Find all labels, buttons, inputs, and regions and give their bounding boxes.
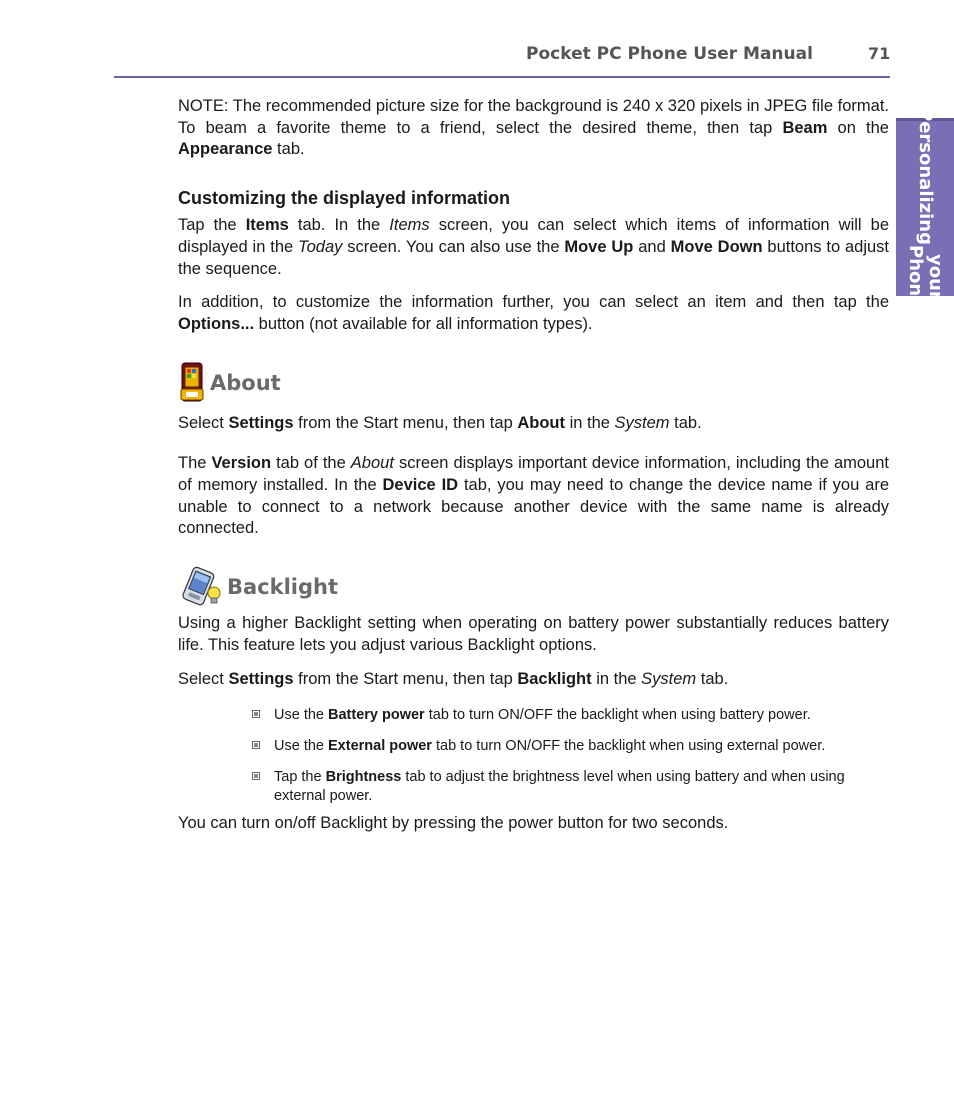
backlight-icon	[178, 565, 224, 609]
note-paragraph: NOTE: The recommended picture size for the background is 240 x 320 pixels in JPEG file format. To beam a favorite theme to a friend, select the desired theme, then tap Beam on the Appearance tab.	[178, 97, 889, 159]
square-bullet-icon	[252, 772, 260, 780]
about-section-header	[178, 361, 889, 405]
backlight-paragraph-3: You can turn on/off Backlight by pressing the power button for two seconds.	[178, 814, 729, 833]
header-rule	[114, 76, 890, 78]
chapter-side-tab[interactable]	[896, 108, 954, 309]
about-paragraph-1: Select Settings from the Start menu, then tap About in the System tab.	[178, 413, 702, 432]
page-number: 71	[868, 44, 891, 63]
list-item: Tap the Brightness tab to adjust the brightness level when using battery and when using external power.	[250, 768, 889, 806]
backlight-paragraph-2: Select Settings from the Start menu, then tap Backlight in the System tab.	[178, 669, 729, 688]
backlight-section-header	[178, 564, 889, 610]
page-content	[178, 96, 889, 835]
backlight-paragraph-1: Using a higher Backlight setting when operating on battery power substantially reduces battery life. This feature lets you adjust various Backlight options.	[178, 614, 889, 654]
chapter-side-tab-label: Personalizing your Phone	[905, 108, 946, 309]
customize-heading: Customizing the displayed information	[178, 188, 511, 209]
pda-device-icon	[178, 362, 208, 404]
backlight-options-list	[178, 706, 889, 806]
list-item: Use the External power tab to turn ON/OFF the backlight when using external power.	[250, 737, 889, 756]
square-bullet-icon	[252, 710, 260, 718]
square-bullet-icon	[252, 741, 260, 749]
backlight-title: Backlight	[227, 575, 339, 600]
customize-paragraph-2: In addition, to customize the information further, you can select an item and then tap the Options... button (not available for all information types).	[178, 293, 889, 333]
list-item: Use the Battery power tab to turn ON/OFF the backlight when using battery power.	[250, 706, 889, 725]
header-title: Pocket PC Phone User Manual	[526, 44, 813, 64]
about-paragraph-2: The Version tab of the About screen displays important device information, including the amount of memory installed. In the Device ID tab, you may need to change the device name if you are unable to connect to a network because another device with the same name is already connected.	[178, 454, 890, 538]
customize-paragraph-1: Tap the Items tab. In the Items screen, you can select which items of information will be displayed in the Today screen. You can also use the Move Up and Move Down buttons to adjust the sequence.	[178, 216, 890, 278]
about-title: About	[210, 370, 281, 395]
